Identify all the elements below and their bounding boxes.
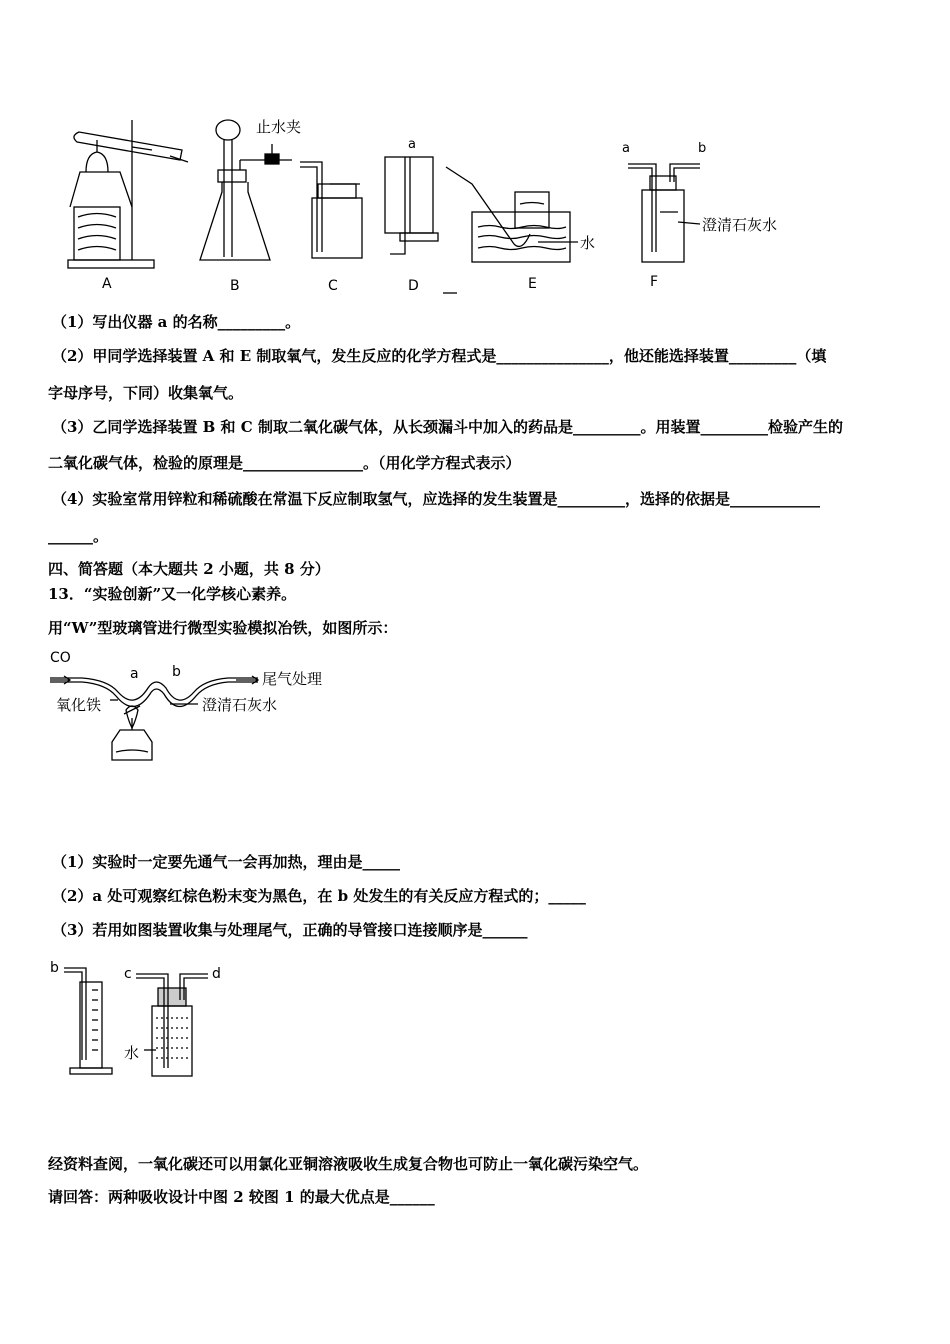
info-paragraph: 经资料查阅，一氧化碳还可以用氯化亚铜溶液吸收生成复合物也可防止一氧化碳污染空气。: [48, 1155, 649, 1173]
label-d: D: [408, 278, 419, 294]
label-f-b: b: [698, 141, 707, 156]
label-b: b: [172, 664, 181, 680]
apparatus-d: [385, 157, 438, 254]
label-f: F: [650, 274, 659, 290]
water-label: 水: [124, 1044, 140, 1062]
label-f-a: a: [622, 141, 630, 156]
label-b: B: [230, 278, 240, 294]
label-c: C: [328, 278, 338, 294]
question-1-1: （1）写出仪器 a 的名称_________。: [52, 313, 301, 331]
question-13-intro: 用“W”型玻璃管进行微型实验模拟冶铁，如图所示：: [48, 619, 398, 637]
limewater-label: 澄清石灰水: [202, 696, 278, 714]
label-b: b: [50, 960, 59, 976]
limewater-label: 澄清石灰水: [702, 216, 778, 234]
question-1-3: （3）乙同学选择装置 B 和 C 制取二氧化碳气体，从长颈漏斗中加入的药品是_________。用装置_________检验产生的: [52, 418, 843, 436]
question-1-2: （2）甲同学选择装置 A 和 E 制取氧气，发生反应的化学方程式是_______________，他还能选择装置_________（填: [52, 347, 827, 365]
question-2-2: （2）a 处可观察红棕色粉末变为黑色，在 b 处发生的有关反应方程式的；_____: [52, 887, 586, 905]
question-1-4-cont: ______。: [48, 527, 109, 545]
question-1-4: （4）实验室常用锌粒和稀硫酸在常温下反应制取氢气，应选择的发生装置是_________，选择的依据是____________: [52, 490, 820, 508]
iron-oxide-label: 氧化铁: [56, 696, 102, 714]
section-heading: 四、简答题（本大题共 2 小题，共 8 分）: [48, 560, 330, 578]
apparatus-figure-1: [60, 112, 800, 300]
question-13: 13．“实验创新”又一化学核心素养。: [48, 585, 297, 603]
tail-gas-label: 尾气处理: [262, 670, 323, 688]
apparatus-f: [628, 164, 700, 262]
water-label: 水: [580, 234, 596, 252]
apparatus-e: [446, 167, 578, 262]
w-tube-figure: [48, 648, 368, 778]
label-e: E: [528, 276, 537, 292]
label-a: a: [130, 666, 139, 682]
apparatus-b: [200, 120, 292, 260]
label-c: c: [124, 966, 132, 982]
final-question: 请回答：两种吸收设计中图 2 较图 1 的最大优点是______: [48, 1188, 435, 1206]
question-2-3: （3）若用如图装置收集与处理尾气，正确的导管接口连接顺序是______: [52, 921, 528, 939]
water-bottle: [136, 974, 208, 1076]
apparatus-a: [68, 120, 188, 268]
question-2-1: （1）实验时一定要先通气一会再加热，理由是_____: [52, 853, 400, 871]
question-1-2-cont: 字母序号，下同）收集氧气。: [48, 384, 244, 402]
graduated-cylinder: [64, 968, 112, 1074]
co-label: CO: [50, 650, 71, 666]
question-1-3-cont: 二氧化碳气体，检验的原理是________________。（用化学方程式表示）: [48, 454, 521, 472]
apparatus-c: [300, 162, 362, 258]
label-a: A: [102, 276, 112, 292]
stopcock-label: 止水夹: [256, 118, 302, 136]
collection-figure: [48, 960, 248, 1084]
label-d: d: [212, 966, 221, 982]
label-d-a: a: [408, 137, 416, 152]
